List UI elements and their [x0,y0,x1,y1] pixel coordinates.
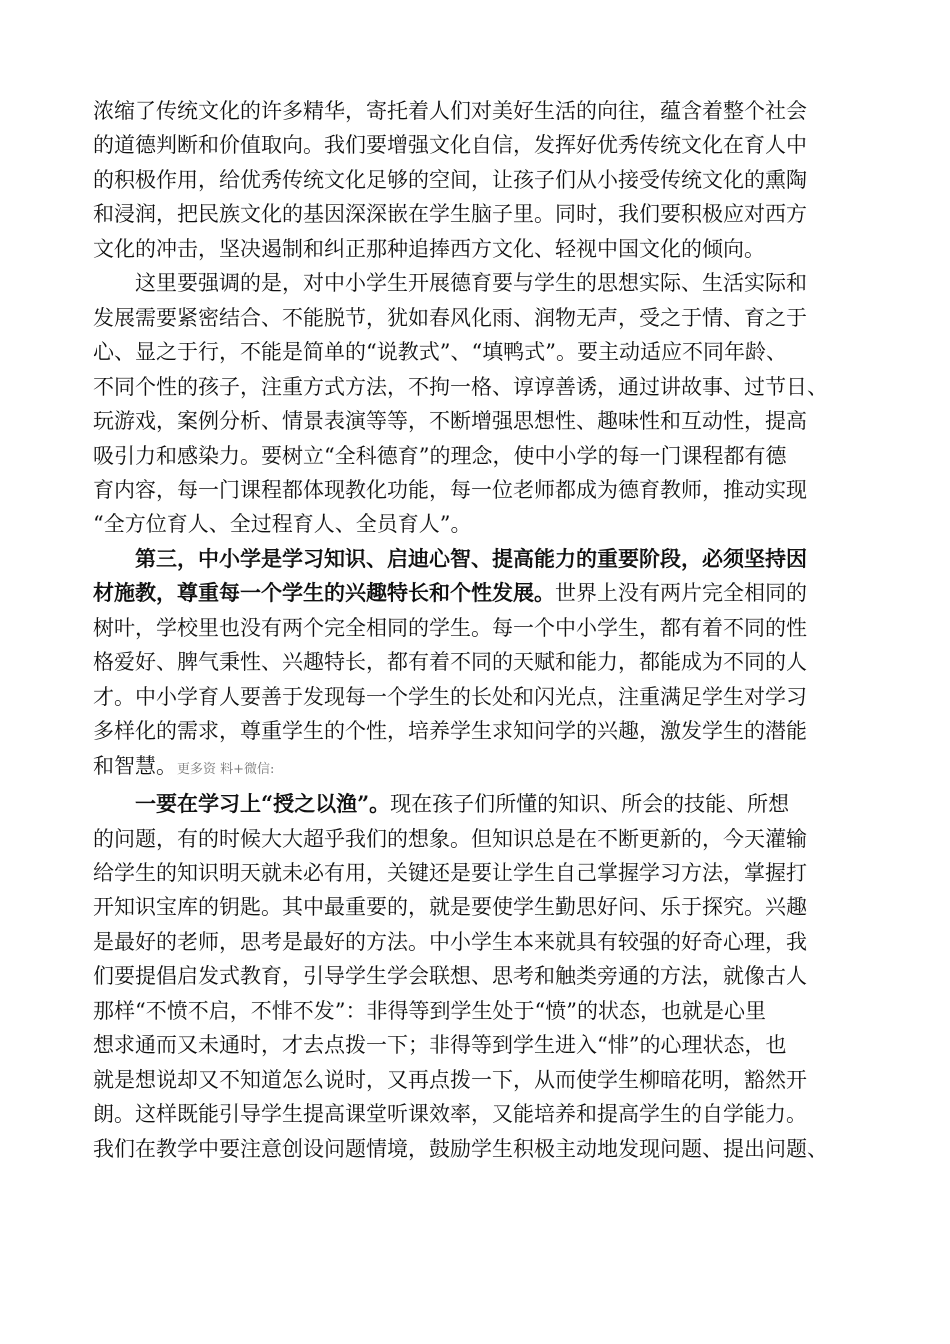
text-line: 吸引力和感染力。要树立“全科德育”的理念，使中小学的每一门课程都有德 [93,443,787,468]
text-line: 的问题，有的时候大大超乎我们的想象。但知识总是在不断更新的，今天灌输 [93,826,807,851]
watermark-note: 更多资 料+微信: [177,761,275,777]
text-line: 多样化的需求，尊重学生的个性，培养学生求知问学的兴趣，激发学生的潜能 [93,719,807,744]
text-line: “全方位育人、全过程育人、全员育人”。 [93,512,472,537]
text-line: 我们在教学中要注意创设问题情境，鼓励学生积极主动地发现问题、提出问题、 [93,1136,828,1161]
text-line: 的积极作用，给优秀传统文化足够的空间，让孩子们从小接受传统文化的熏陶 [93,167,807,192]
text-line: 浓缩了传统文化的许多精华，寄托着人们对美好生活的向往，蕴含着整个社会 [93,99,807,123]
text-line: 就是想说却又不知道怎么说时，又再点拨一下，从而使学生柳暗花明，豁然开 [93,1067,807,1092]
section-heading: 第三，中小学是学习知识、启迪心智、提高能力的重要阶段，必须坚持因 [135,545,807,571]
paragraph-third-point [93,542,859,787]
text-line: 这里要强调的是，对中小学生开展德育要与学生的思想实际、生活实际和 [135,271,807,296]
text-line: 们要提倡启发式教育，引导学生学会联想、思考和触类旁通的方法，就像古人 [93,964,807,989]
text-line: 给学生的知识明天就未必有用，关键还是要让学生自己掌握学习方法，掌握打 [93,860,807,885]
text-line: 才。中小学育人要善于发现每一个学生的长处和闪光点，注重满足学生对学习 [93,684,807,709]
text-line: 朗。这样既能引导学生提高课堂听课效率，又能培养和提高学生的自学能力。 [93,1102,807,1127]
text-line: 的道德判断和价值取向。我们要增强文化自信，发挥好优秀传统文化在育人中 [93,133,807,158]
section-heading-continued: 材施教，尊重每一个学生的兴趣特长和个性发展。 [93,580,555,606]
text-run: 现在孩子们所懂的知识、所会的技能、所想 [390,792,790,817]
text-run: 世界上没有两片完全相同的 [555,581,807,606]
paragraph-teach-to-fish [93,787,859,1166]
text-line: 树叶，学校里也没有两个完全相同的学生。每一个中小学生，都有着不同的性 [93,615,807,640]
text-run: 和智慧。 [93,753,177,778]
text-line: 玩游戏，案例分析、情景表演等等，不断增强思想性、趣味性和互动性，提高 [93,409,807,434]
document-page [93,94,859,1166]
text-line [93,787,859,821]
text-line: 想求通而又未通时，才去点拨一下；非得等到学生进入“悱”的心理状态，也 [93,1033,787,1058]
text-line [93,576,859,610]
paragraph-culture [93,94,859,266]
text-line [93,749,859,787]
text-line: 育内容，每一门课程都体现教化功能，每一位老师都成为德育教师，推动实现 [93,477,807,502]
text-line: 文化的冲击，坚决遏制和纠正那种追捧西方文化、轻视中国文化的倾向。 [93,236,765,261]
text-line: 和浸润，把民族文化的基因深深嵌在学生脑子里。同时，我们要积极应对西方 [93,202,807,227]
text-line: 发展需要紧密结合、不能脱节，犹如春风化雨、润物无声，受之于情、育之于 [93,305,807,330]
text-line: 格爱好、脾气秉性、兴趣特长，都有着不同的天赋和能力，都能成为不同的人 [93,650,807,675]
text-line: 是最好的老师，思考是最好的方法。中小学生本来就具有较强的好奇心理，我 [93,929,807,954]
text-line: 不同个性的孩子，注重方式方法，不拘一格、谆谆善诱，通过讲故事、过节日、 [93,374,828,399]
text-line: 开知识宝库的钥匙。其中最重要的，就是要使学生勤思好问、乐于探究。兴趣 [93,895,807,920]
text-line: 那样“不愤不启，不悱不发”：非得等到学生处于“愤”的状态，也就是心里 [93,998,766,1023]
subsection-heading: 一要在学习上“授之以渔”。 [135,791,391,817]
text-line: 心、显之于行，不能是简单的“说教式”、“填鸭式”。要主动适应不同年龄、 [93,340,787,365]
paragraph-moral-education [93,266,859,542]
